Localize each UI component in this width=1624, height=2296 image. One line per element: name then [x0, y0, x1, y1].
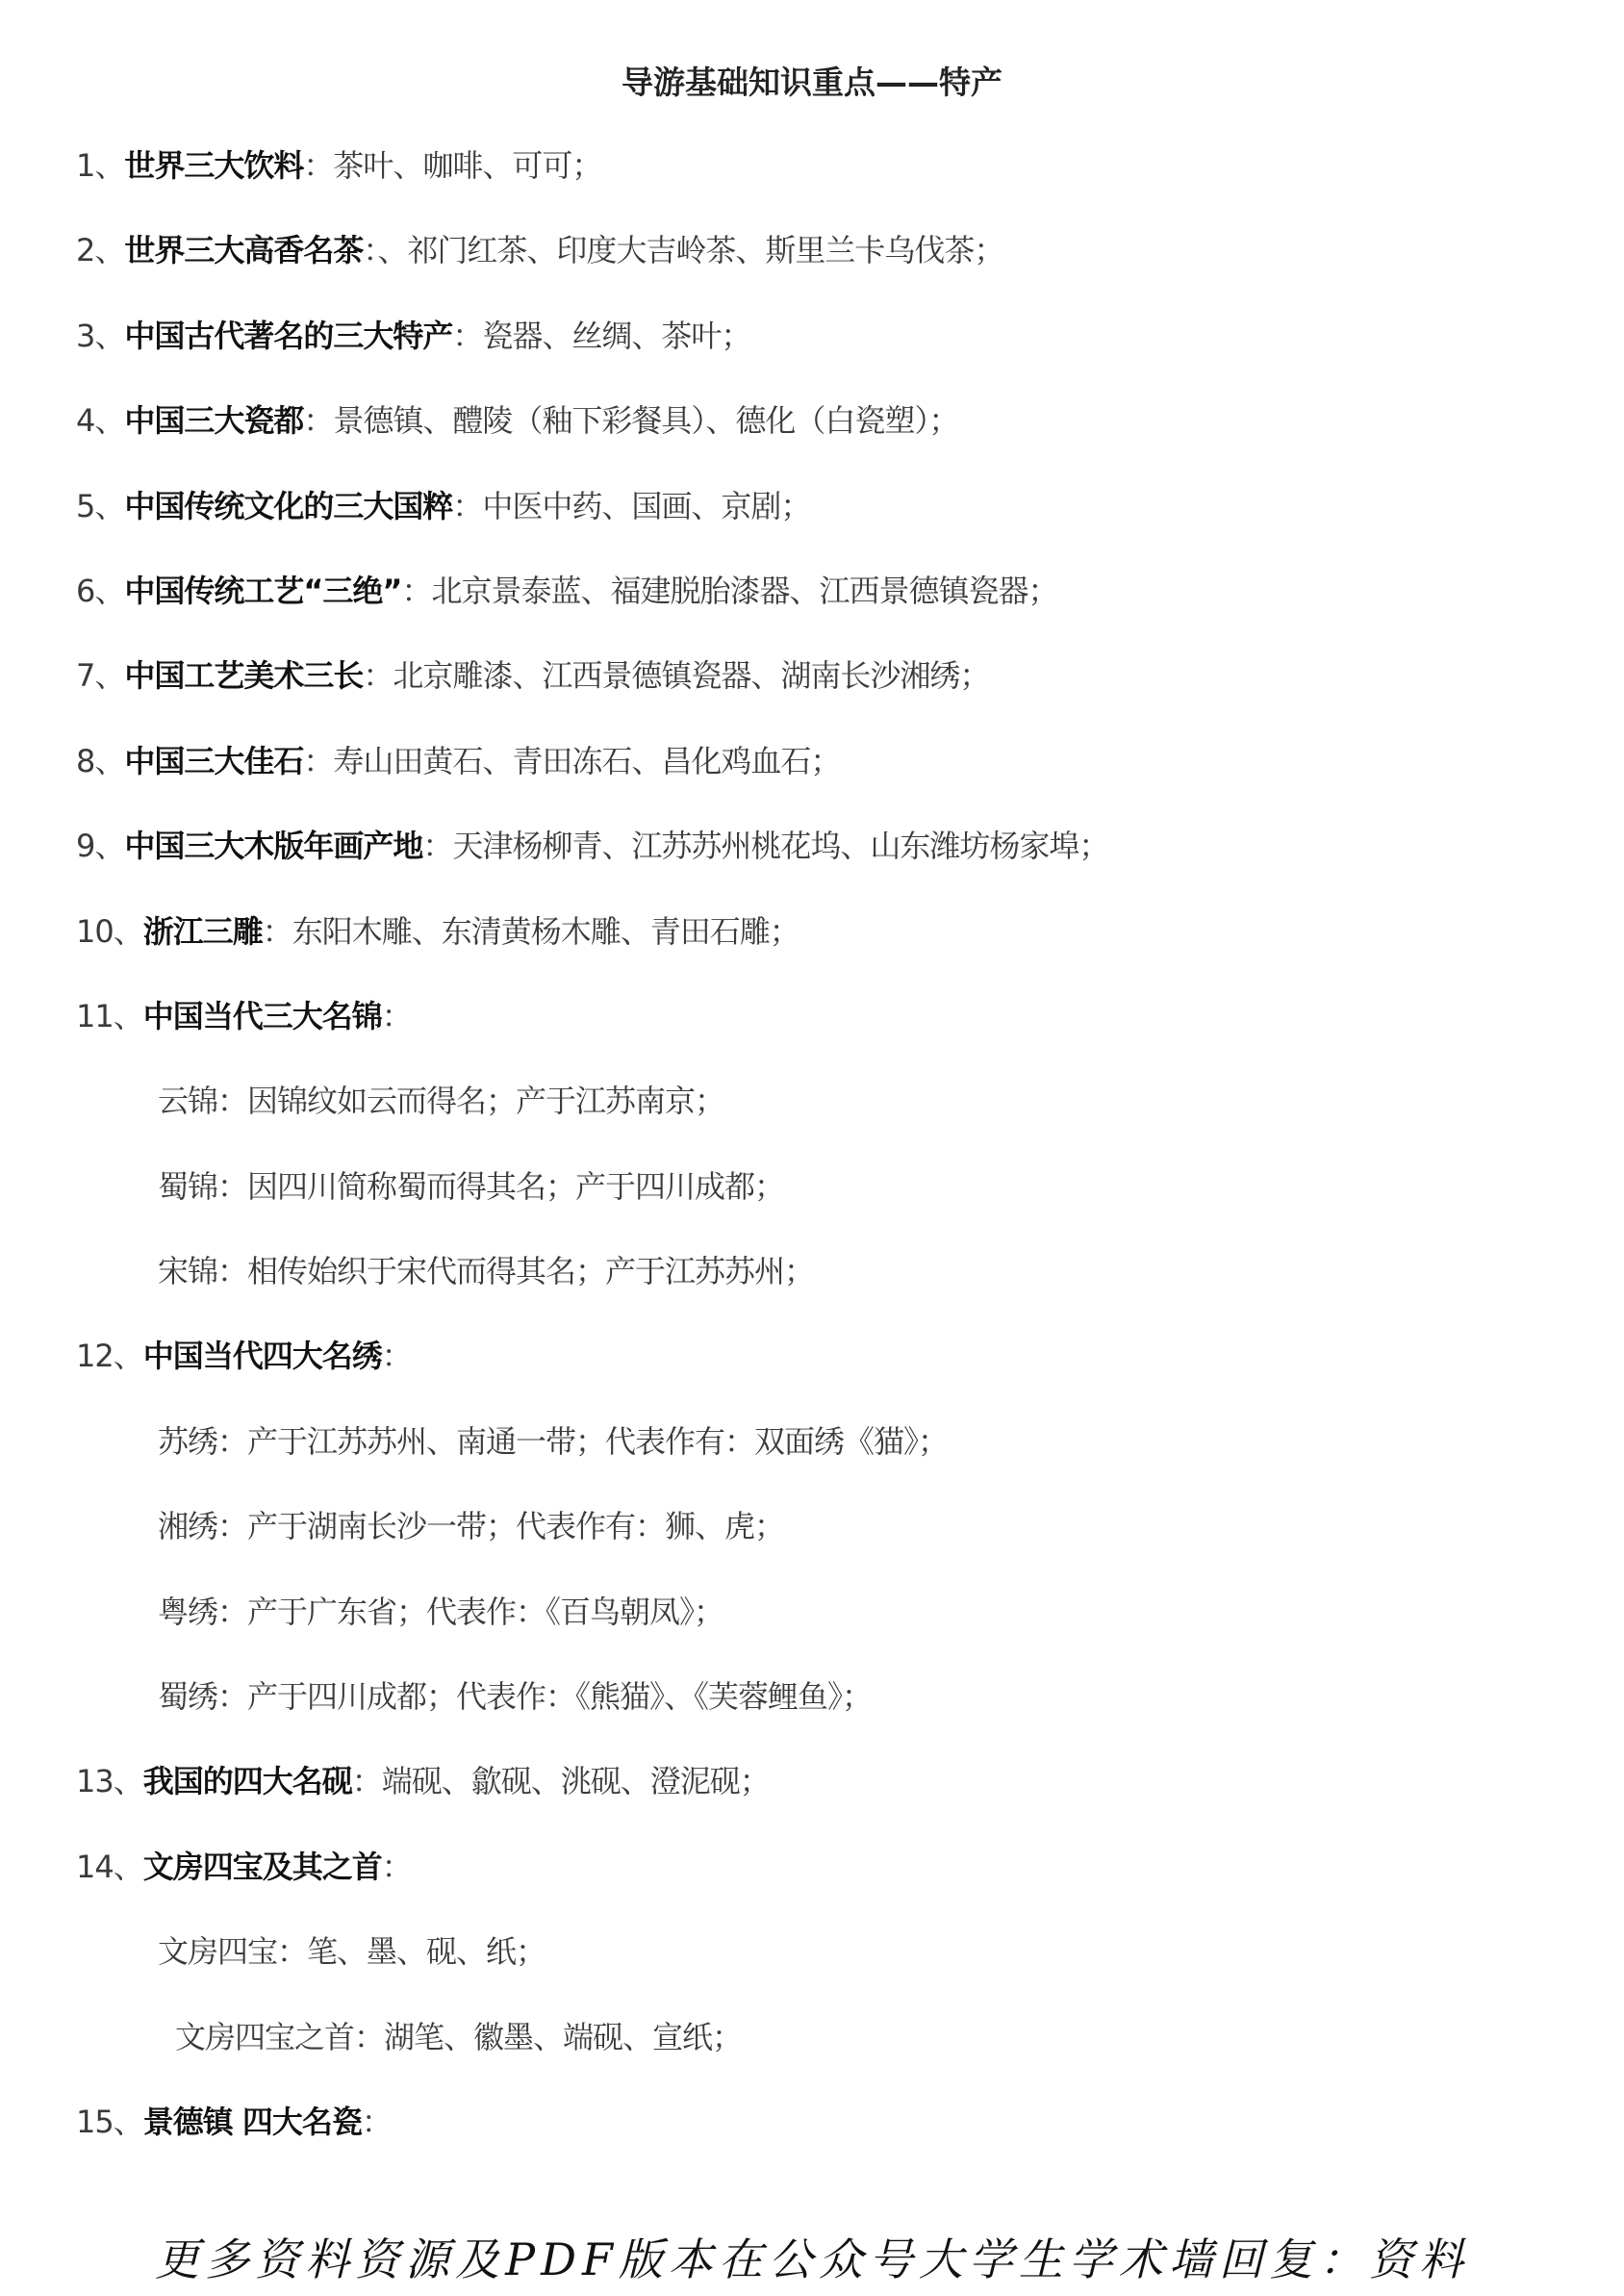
item-number: 5、	[76, 487, 125, 524]
footer-note: 更多资料资源及PDF版本在公众号大学生学术墙回复：资料	[155, 2233, 1469, 2285]
list-subitem	[76, 1995, 1624, 2079]
item-content: ：东阳木雕、东清黄杨木雕、青田石雕；	[262, 912, 799, 950]
list-subitem	[76, 1654, 1624, 1739]
item-number: 13、	[76, 1763, 143, 1800]
list-item	[76, 1824, 1624, 1909]
list-item	[76, 2079, 1624, 2164]
item-heading: 中国当代四大名绣	[142, 1338, 382, 1375]
item-heading: 中国工艺美术三长	[124, 657, 364, 695]
item-content: ：	[361, 2103, 392, 2140]
list-item	[76, 889, 1624, 974]
item-content: ：	[381, 1848, 412, 1885]
item-content: ：端砚、歙砚、洮砚、澄泥砚；	[351, 1763, 770, 1800]
subitem-text: 宋锦：相传始织于宋代而得其名；产于江苏苏州；	[158, 1253, 815, 1290]
item-content: ：中医中药、国画、京剧；	[452, 487, 811, 524]
list-item	[76, 464, 1624, 548]
list-subitem	[76, 1144, 1624, 1229]
list-item	[76, 974, 1624, 1059]
item-number: 11、	[76, 997, 143, 1034]
item-heading: 中国三大佳石	[124, 742, 304, 779]
item-heading: 我国的四大名砚	[142, 1763, 352, 1800]
item-heading: 中国传统工艺“三绝”	[124, 572, 402, 609]
item-number: 9、	[76, 828, 125, 865]
list-item	[76, 123, 1624, 208]
item-heading: 浙江三雕	[142, 912, 263, 950]
item-content: ：	[381, 997, 412, 1034]
list-subitem	[76, 1399, 1624, 1484]
item-heading: 中国传统文化的三大国粹	[124, 487, 453, 524]
item-content: ：天津杨柳青、江苏苏州桃花坞、山东潍坊杨家埠；	[422, 828, 1109, 865]
subitem-text: 蜀锦：因四川简称蜀而得其名；产于四川成都；	[158, 1167, 785, 1205]
item-number: 1、	[76, 147, 125, 184]
subitem-text: 云锦：因锦纹如云而得名；产于江苏南京；	[158, 1083, 725, 1120]
item-heading: 中国当代三大名锦	[142, 997, 382, 1034]
item-number: 8、	[76, 742, 125, 779]
item-content: ：北京雕漆、江西景德镇瓷器、湖南长沙湘绣；	[363, 657, 990, 695]
item-number: 7、	[76, 657, 125, 695]
list-subitem	[76, 1909, 1624, 1994]
subitem-text: 蜀绣：产于四川成都；代表作：《熊猫》、《芙蓉鲤鱼》；	[158, 1678, 873, 1716]
item-number: 14、	[76, 1848, 143, 1885]
list-item	[76, 1739, 1624, 1824]
subitem-text: 文房四宝之首：湖笔、徽墨、端砚、宣纸；	[175, 2018, 743, 2055]
list-item	[76, 719, 1624, 804]
list-item	[76, 1314, 1624, 1398]
list-subitem	[76, 1484, 1624, 1569]
list-item	[76, 804, 1624, 888]
item-heading: 中国古代著名的三大特产	[124, 317, 453, 354]
item-content: ：茶叶、咖啡、可可；	[303, 147, 602, 184]
item-heading: 中国三大木版年画产地	[124, 828, 423, 865]
subitem-text: 苏绣：产于江苏苏州、南通一带；代表作有：双面绣《猫》；	[158, 1422, 949, 1460]
list-subitem	[76, 1229, 1624, 1314]
subitem-text: 文房四宝：笔、墨、砚、纸；	[158, 1933, 546, 1971]
list-item	[76, 378, 1624, 463]
list-subitem	[76, 1059, 1624, 1143]
list-item	[76, 548, 1624, 633]
item-number: 10、	[76, 912, 143, 950]
item-content: ：景德镇、醴陵（釉下彩餐具）、德化（白瓷塑）；	[303, 402, 959, 440]
item-number: 6、	[76, 572, 125, 609]
item-number: 12、	[76, 1338, 143, 1375]
item-content: ：、祁门红茶、印度大吉岭茶、斯里兰卡乌伐茶；	[363, 232, 1004, 269]
item-number: 15、	[76, 2103, 143, 2140]
item-content: ：瓷器、丝绸、茶叶；	[452, 317, 751, 354]
item-heading: 中国三大瓷都	[124, 402, 304, 440]
list-item	[76, 208, 1624, 293]
item-heading: 世界三大饮料	[124, 147, 304, 184]
subitem-text: 粤绣：产于广东省；代表作：《百鸟朝凤》；	[158, 1593, 724, 1630]
item-number: 3、	[76, 317, 125, 354]
item-content: ：寿山田黄石、青田冻石、昌化鸡血石；	[303, 742, 841, 779]
document-title: 导游基础知识重点——特产	[622, 64, 1002, 101]
subitem-text: 湘绣：产于湖南长沙一带；代表作有：狮、虎；	[158, 1508, 785, 1545]
item-heading: 文房四宝及其之首	[142, 1848, 382, 1885]
item-number: 4、	[76, 402, 125, 440]
list-subitem	[76, 1569, 1624, 1654]
item-content: ：	[381, 1338, 412, 1375]
item-heading: 世界三大高香名茶	[124, 232, 364, 269]
list-item	[76, 293, 1624, 378]
item-number: 2、	[76, 232, 125, 269]
item-heading: 景德镇 四大名瓷	[142, 2103, 362, 2140]
specialty-list	[76, 123, 1624, 2164]
list-item	[76, 633, 1624, 718]
item-content: ：北京景泰蓝、福建脱胎漆器、江西景德镇瓷器；	[401, 572, 1058, 609]
